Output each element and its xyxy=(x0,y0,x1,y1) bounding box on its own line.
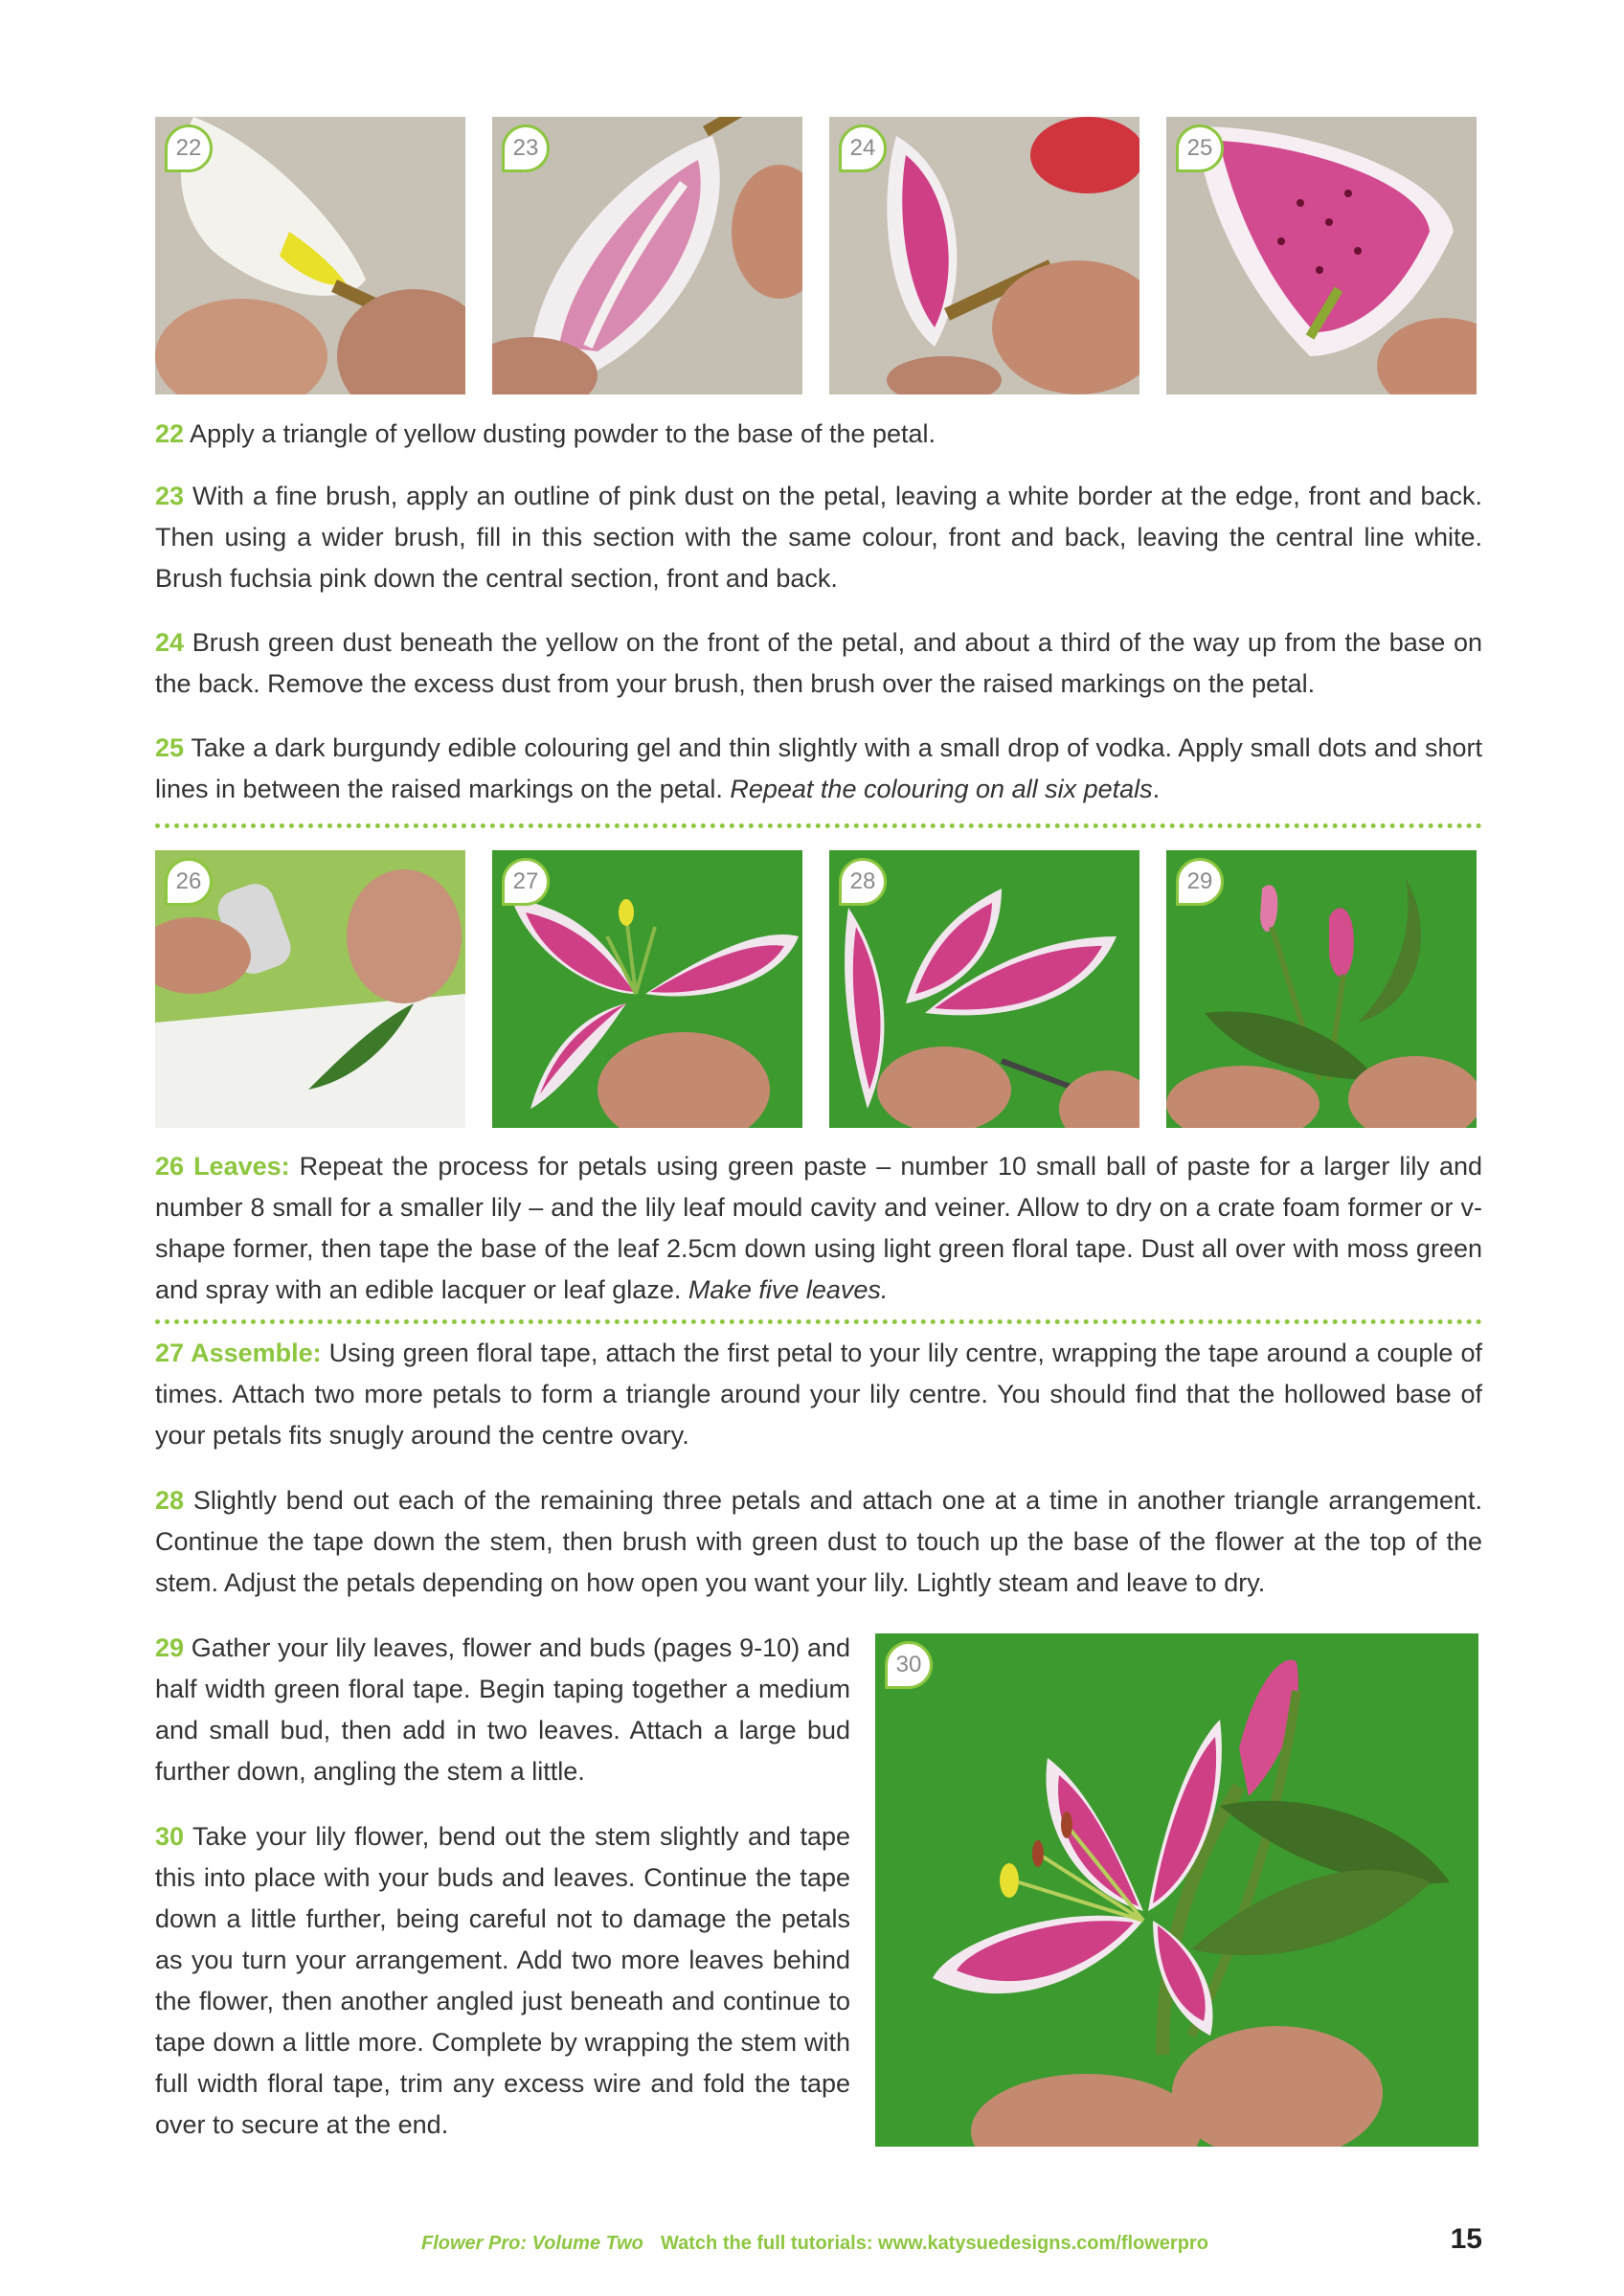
step-body: Using green floral tape, attach the first petal to your lily centre, wrapping the tape around a couple of times. Attach two more petals to form a triangle around your lily centre. You should find that the hollowed base of your petals fits snugly around the centre ovary. xyxy=(155,1339,1482,1450)
step-body: Take your lily flower, bend out the stem slightly and tape this into place with your buds and leaves. Continue the tape down a little further, being careful not to damage the petals as you turn your arrangement. Add two more leaves behind the flower, then another angled just beneath and continue to tape down a little more. Complete by wrapping the stem with full width floral tape, trim any excess wire and fold the tape over to secure at the end. xyxy=(155,1822,850,2139)
step-number: 30 xyxy=(155,1822,185,1851)
step-number: 24 xyxy=(155,628,185,657)
step-body: Slightly bend out each of the remaining three petals and attach one at a time in another triangle arrangement. Continue the tape down the stem, then brush with green dust to touch up the base of the flower at the top of the stem. Adjust the petals depending on how open you want your lily. Lightly steam and leave to dry. xyxy=(155,1486,1482,1597)
step-body: Gather your lily leaves, flower and buds (pages 9-10) and half width green floral tape. Begin taping together a medium and small bud, then add in two leaves. Attach a large bud further down, angling the stem a little. xyxy=(155,1633,850,1786)
dotted-divider xyxy=(155,1319,1482,1324)
step-number: 28 xyxy=(155,1486,185,1515)
step-badge: 29 xyxy=(1176,858,1224,906)
step-body: Take a dark burgundy edible colouring gel and thin slightly with a small drop of vodka. Apply small dots and short lines in between the raised markings on the petal. xyxy=(155,733,1482,803)
photo-step-23 xyxy=(492,117,802,394)
footer-title: Flower Pro: Volume Two xyxy=(421,2233,643,2254)
step-body: Repeat the process for petals using green paste – number 10 small ball of paste for a larger lily and number 8 small for a smaller lily – and the lily leaf mould cavity and veiner. Allow to dry on a crate foam former or v-shape former, then tape the base of the leaf 2.5cm down using light green floral tape. Dust all over with moss green and spray with an edible lacquer or leaf glaze. xyxy=(155,1152,1482,1304)
step-number: 26 Leaves: xyxy=(155,1152,290,1181)
photo-step-27 xyxy=(492,850,802,1128)
photo-step-30 xyxy=(875,1633,1478,2147)
step-badge: 24 xyxy=(839,124,887,172)
photo-step-28 xyxy=(829,850,1139,1128)
photo-step-22 xyxy=(155,117,465,394)
step-badge: 25 xyxy=(1176,124,1224,172)
step-end: . xyxy=(1152,775,1161,803)
step-27-text xyxy=(155,1333,1482,1456)
step-25-text xyxy=(155,728,1482,810)
photo-step-26 xyxy=(155,850,465,1128)
photo-step-24 xyxy=(829,117,1139,394)
step-badge: 27 xyxy=(502,858,550,906)
finished-lily-spray-illustration xyxy=(875,1633,1478,2147)
photo-step-25 xyxy=(1166,117,1477,394)
step-30-text xyxy=(155,1816,850,2146)
footer-tutorials-link[interactable]: Watch the full tutorials: www.katysuedesigns.com/flowerpro xyxy=(661,2233,1208,2254)
step-badge: 26 xyxy=(165,858,213,906)
step-number: 23 xyxy=(155,482,185,510)
step-29-text xyxy=(155,1628,850,1792)
step-badge: 28 xyxy=(839,858,887,906)
step-number: 25 xyxy=(155,733,185,762)
step-26-text xyxy=(155,1146,1482,1311)
step-badge: 22 xyxy=(165,124,213,172)
step-badge: 23 xyxy=(502,124,550,172)
step-emphasis: Make five leaves. xyxy=(688,1275,889,1304)
page-number: 15 xyxy=(1450,2223,1482,2255)
step-28-text xyxy=(155,1480,1482,1604)
step-number: 27 Assemble: xyxy=(155,1339,322,1367)
step-emphasis: Repeat the colouring on all six petals xyxy=(730,775,1153,803)
step-23-text xyxy=(155,476,1482,599)
step-number: 22 xyxy=(155,419,185,448)
step-badge: 30 xyxy=(885,1641,933,1689)
step-22-text xyxy=(155,414,1482,455)
dotted-divider xyxy=(155,823,1482,828)
step-body: With a fine brush, apply an outline of pink dust on the petal, leaving a white border at the edge, front and back. Then using a wider brush, fill in this section with the same colour, front and back, leaving the central line white. Brush fuchsia pink down the central section, front and back. xyxy=(155,482,1482,593)
step-body: Apply a triangle of yellow dusting powder to the base of the petal. xyxy=(184,419,936,448)
photo-step-29 xyxy=(1166,850,1477,1128)
step-body: Brush green dust beneath the yellow on the front of the petal, and about a third of the way up from the base on the back. Remove the excess dust from your brush, then brush over the raised markings on the petal. xyxy=(155,628,1482,698)
step-number: 29 xyxy=(155,1633,185,1662)
step-24-text xyxy=(155,622,1482,705)
